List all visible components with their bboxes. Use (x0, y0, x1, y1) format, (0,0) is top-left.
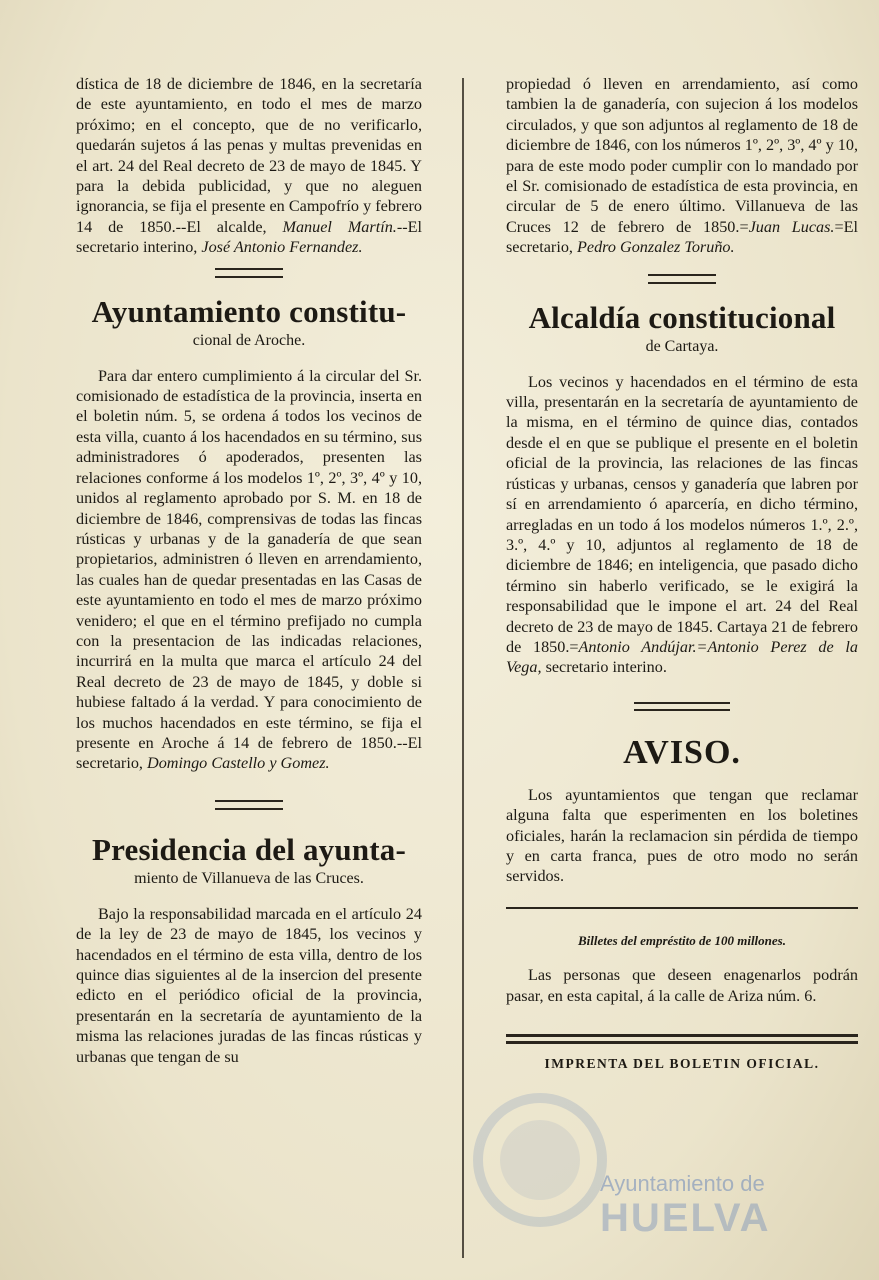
subheading-aroche: cional de Aroche. (192, 331, 306, 349)
cartaya-signatures: Antonio Andújar.=Antonio Perez de la Vega, (506, 637, 858, 677)
section-separator (648, 274, 716, 284)
villanueva-notice-end (506, 74, 858, 258)
section-separator (215, 800, 283, 810)
secretario-label: --El secretario interino, (76, 217, 423, 257)
aroche-signature: Domingo Castello y Gomez. (147, 754, 330, 773)
villanueva-notice: Bajo la responsabilidad marcada en el artículo 24 de la ley de 23 de mayo de 1845, los vecinos y hacendados en el término de esta villa, dentro de los quince dias siguientes al de la insercion del presente edicto en el periódico oficial de la provincia, presentarán en la secretaría de ayuntamiento de la misma las relaciones juradas de las fincas rústicas y urbanas que tengan de su (76, 904, 422, 1066)
left-column (76, 74, 422, 1067)
column-divider (462, 78, 464, 1258)
heading-cartaya: Alcaldía constitucional (528, 299, 836, 335)
footer-double-rule (506, 1034, 858, 1044)
aviso-notice: Los ayuntamientos que tengan que reclamar alguna falta que esperimenten en los boletines oficiales, harán la reclamacion sin pérdida de tiempo y en carta franca, pues de otro modo no serán servidos. (506, 785, 858, 886)
aroche-text: Para dar entero cumplimiento á la circular del Sr. comisionado de estadística de la provincia, inserta en el boletin núm. 5, se ordena á todos los vecinos de esta villa, cuanto á los hacendados en su término, sus administradores ó apoderados, presenten las relaciones conforme á los modelos 1º, 2º, 3º, 4º y 10, unidos al reglamento aprobado por S. M. en 18 de diciembre de 1846, comprensivas de todas las fincas rústicas y urbanas y de la ganadería de que sean propietarios, administren ó lleven en arrendamiento, las cuales han de quedar presentadas en las Casas de este ayuntamiento en todo el mes de marzo próximo venidero; el que en el término prefijado no cumpla con la presentacion de las indicadas relaciones, incurrirá en la multa que marca el artículo 24 del Real decreto de 23 de mayo de 1845, y doble si hubiese faltado á la verdad. Y para conocimiento de los muchos hacendados en este término, se fija el presente en Aroche á 14 de febrero de 1850.--El secretario, (76, 366, 422, 773)
right-column (506, 74, 858, 1074)
billetes-notice: Las personas que deseen enagenarlos podrán pasar, en esta capital, á la calle de Ariza núm. 6. (506, 966, 858, 1005)
cartaya-notice (506, 372, 858, 678)
villanueva-alcalde-signature: Juan Lucas. (748, 217, 835, 236)
cartaya-secretario-label: secretario interino. (545, 658, 667, 677)
imprenta-footer: IMPRENTA DEL BOLETIN OFICIAL. (544, 1056, 820, 1071)
campofrio-text: dística de 18 de diciembre de 1846, en la secretaría de este ayuntamiento, en todo el mes de marzo próximo; en el concepto, que de no verificarlo, quedarán sujetos á las penas y multas prevenidas en el art. 24 del Real decreto de 23 de mayo de 1845. Y para la debida publicidad, y que no aleguen ignorancia, se fija el presente en Campofrío y febrero 14 de 1850.--El alcalde, (76, 75, 422, 236)
aviso-heading: AVISO. (623, 733, 741, 771)
heading-villanueva: Presidencia del ayunta- (91, 831, 407, 867)
subheading-villanueva: miento de Villanueva de las Cruces. (134, 869, 364, 887)
campofrio-notice-end (76, 74, 422, 258)
aroche-notice (76, 366, 422, 774)
villanueva-secretario-signature: Pedro Gonzalez Toruño. (577, 238, 735, 257)
billetes-heading: Billetes del empréstito de 100 millones. (578, 932, 786, 948)
villanueva-text: propiedad ó lleven en arrendamiento, así como tambien la de ganadería, con sujecion á los modelos circulados, y que son adjuntos al reglamento de 18 de diciembre de 1846, con los números 1º, 2º, 3º, 4º y 10, para de este modo poder cumplir con lo mandado por el Sr. comisionado de estadística de esta provincia, en circular de 5 de enero último. Villanueva de las Cruces 12 de febrero de 1850.= (506, 75, 858, 236)
section-separator (634, 702, 730, 711)
heading-aroche: Ayuntamiento constitu- (91, 293, 407, 329)
horizontal-rule (506, 907, 858, 909)
secretario-signature: José Antonio Fernandez. (201, 238, 363, 257)
cartaya-text: Los vecinos y hacendados en el término de esta villa, presentarán en la secretaría de ayuntamiento de la misma, en el término de quince dias, contados desde el en que se publique el presente en el boletin oficial de la provincia, las relaciones de las fincas rústicas y urbanas, censos y ganadería que labren por sí en arrendamiento ó aparcería, en dicho término, arregladas en un todo á los modelos números 1.º, 2.º, 3.º, 4.º y 10, adjuntos al reglamento de 18 de diciembre de 1846; en inteligencia, que pasado dicho término sin haberlo verificado, se le exigirá la responsabilidad que le impone el art. 24 del Real decreto de 23 de mayo de 1845. Cartaya 21 de febrero de 1850.= (506, 372, 858, 656)
section-separator (215, 268, 283, 278)
subheading-cartaya: de Cartaya. (645, 337, 719, 355)
watermark-line1: Ayuntamiento de (600, 1171, 765, 1196)
watermark-line2: HUELVA (600, 1196, 771, 1240)
villanueva-secretario-label: =El secretario, (506, 217, 858, 257)
alcalde-signature: Manuel Martín. (282, 217, 397, 236)
